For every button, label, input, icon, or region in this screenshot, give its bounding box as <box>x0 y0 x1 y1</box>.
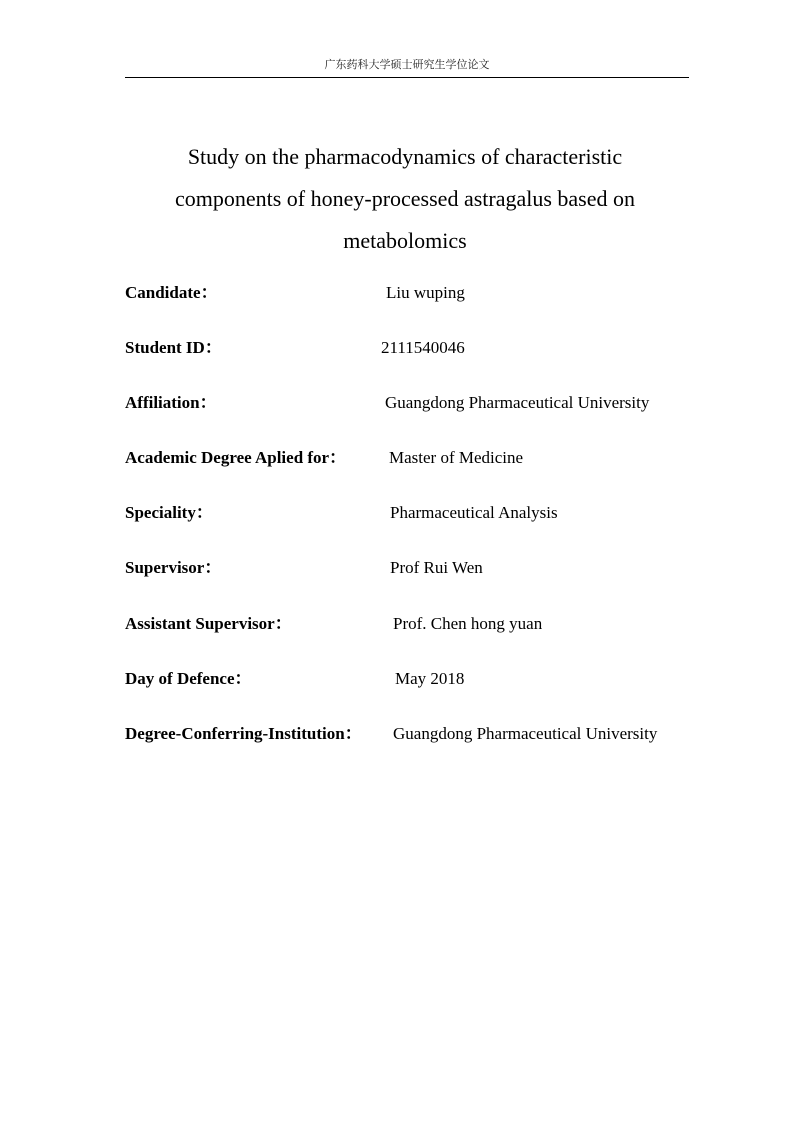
field-value-degree: Master of Medicine <box>389 448 524 467</box>
field-label-student-id: Student ID： <box>125 338 222 357</box>
field-value-candidate: Liu wuping <box>386 283 465 302</box>
field-label-degree: Academic Degree Aplied for： <box>125 448 347 467</box>
field-value-assistant-supervisor: Prof. Chen hong yuan <box>393 614 543 633</box>
field-value-supervisor: Prof Rui Wen <box>390 558 483 577</box>
running-header: 广东药科大学硕士研究生学位论文 <box>324 58 490 71</box>
thesis-title <box>100 136 710 262</box>
field-label-supervisor: Supervisor： <box>125 558 222 577</box>
field-value-conferring-institution: Guangdong Pharmaceutical University <box>393 724 658 743</box>
field-value-student-id: 2111540046 <box>381 338 465 357</box>
thesis-title-line-1: Study on the pharmacodynamics of characteristic <box>187 144 623 169</box>
field-label-day-of-defence: Day of Defence： <box>125 669 252 688</box>
thesis-title-line-3: metabolomics <box>343 228 467 253</box>
field-label-conferring-institution: Degree-Conferring-Institution： <box>125 724 362 743</box>
field-label-assistant-supervisor: Assistant Supervisor： <box>125 614 292 633</box>
thesis-title-line-2: components of honey-processed astragalus based on <box>174 186 636 211</box>
field-value-speciality: Pharmaceutical Analysis <box>390 503 558 522</box>
field-label-affiliation: Affiliation： <box>125 393 217 412</box>
header-rule <box>125 77 689 78</box>
field-label-speciality: Speciality： <box>125 503 213 522</box>
field-value-affiliation: Guangdong Pharmaceutical University <box>385 393 650 412</box>
field-label-candidate: Candidate： <box>125 283 218 302</box>
field-value-day-of-defence: May 2018 <box>395 669 465 688</box>
